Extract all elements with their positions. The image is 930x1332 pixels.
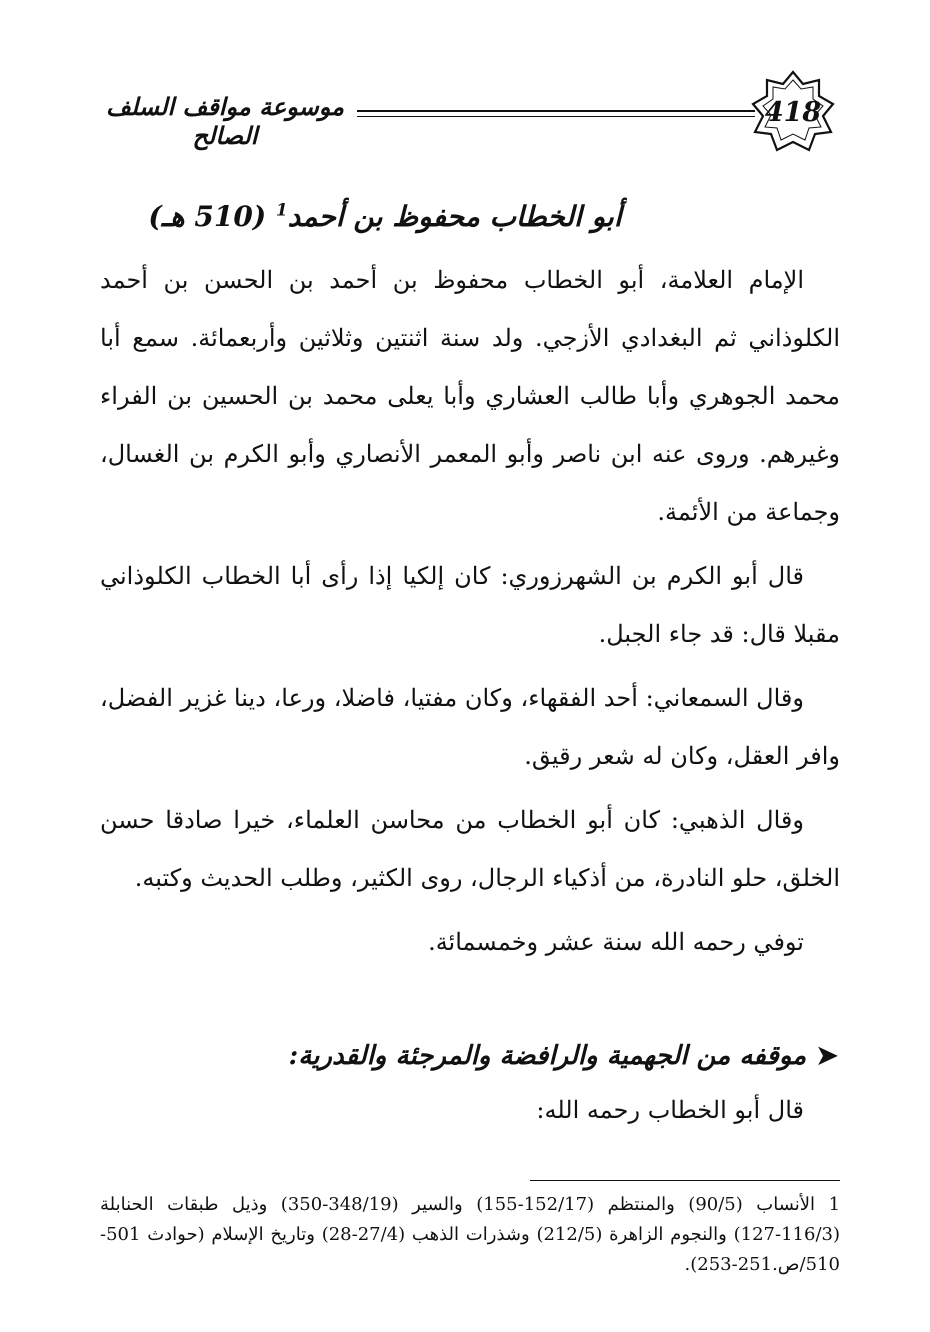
page-number: 418 [764,96,822,128]
footnote-separator [530,1180,840,1181]
section-heading [100,1031,840,1081]
footnote-item: 1 الأنساب (90/5) والمنتظم (152/17-155) والسير (348/19-350) وذيل طبقات الحنابلة (116/3-127) والنجوم الزاهرة (212/5) وشذرات الذهب (27/4-28) وتاريخ الإسلام (حوادث 501-510/ص.251-253). [100,1194,841,1275]
page-header [95,70,835,160]
biography-paragraph: الإمام العلامة، أبو الخطاب محفوظ بن أحمد بن الحسن بن أحمد الكلوذاني ثم البغدادي الأزجي. ولد سنة اثنتين وثلاثين وأربعمائة. سمع أبا محمد الجوهري وأبا طالب العشاري وأبا يعلى محمد بن الحسين بن الفراء وغيرهم. وروى عنه ابن ناصر وأبو المعمر الأنصاري وأبو الكرم بن الغسال، وجماعة من الأئمة. [100,266,840,526]
quote-paragraph: قال أبو الكرم بن الشهرزوري: كان إلكيا إذا رأى أبا الخطاب الكلوذاني مقبلا قال: قد جاء الجبل. [100,562,840,648]
header-rule-thin [357,116,755,117]
section-heading-text: موقفه من الجهمية والرافضة والمرجئة والقدرية: [288,1041,807,1071]
footnote-reference: 1 [275,200,288,221]
section-intro: قال أبو الخطاب رحمه الله: [536,1096,804,1124]
main-content [100,200,840,1145]
entry-title-date: (510 هـ) [148,200,267,233]
header-rule [357,110,755,112]
quote-paragraph: وقال الذهبي: كان أبو الخطاب من محاسن العلماء، خيرا صادقا حسن الخلق، حلو النادرة، من أذكياء الرجال، روى الكثير، وطلب الحديث وكتبه. [100,806,840,892]
running-title: موسوعة مواقف السلف الصالح [105,92,345,150]
entry-title [100,200,840,233]
death-paragraph: توفي رحمه الله سنة عشر وخمسمائة. [428,928,804,956]
arrowhead-icon: ➤ [816,1041,838,1071]
entry-title-text: أبو الخطاب محفوظ بن أحمد [287,200,622,233]
footnotes [100,1190,840,1280]
quote-paragraph: وقال السمعاني: أحد الفقهاء، وكان مفتيا، فاضلا، ورعا، دينا غزير الفضل، وافر العقل، وكان له شعر رقيق. [100,684,840,770]
